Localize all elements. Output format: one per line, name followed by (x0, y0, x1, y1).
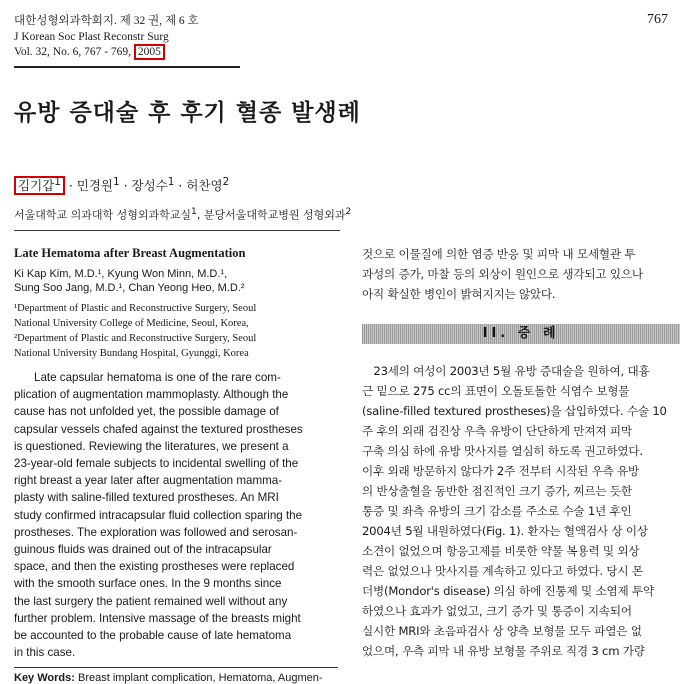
english-authors (14, 267, 338, 295)
english-affil-line-2: National University College of Medicine, Seoul, Korea, (14, 318, 249, 329)
article-title: 유방 증대술 후 후기 혈종 발생례 (14, 100, 361, 126)
english-affil-line-4: National University Bundang Hospital, Gyunggi, Korea (14, 348, 249, 359)
section-heading-bar (362, 324, 680, 344)
case-line: 이후 외래 방문하지 않다가 2주 전부터 시작된 우측 유방 (362, 464, 640, 478)
abstract-line: Late capsular hematoma is one of the rare com- (34, 371, 281, 384)
keywords-label: Key Words: (14, 672, 75, 684)
case-report-text (362, 361, 682, 661)
abstract-line: plasty with saline-filled textured prostheses. An MRI (14, 491, 279, 505)
journal-volume (14, 45, 199, 61)
author-3-sup: 1 (167, 176, 175, 188)
abstract-line: cause has not unfolded yet, the possible damage of (14, 405, 279, 419)
abstract-line: right breast a year later after augmentation mamma- (14, 474, 283, 488)
english-authors-line-1: Ki Kap Kim, M.D.¹, Kyung Won Minn, M.D.¹, (14, 268, 228, 280)
case-line: 의 반상출혈을 동반한 점진적인 크기 증가, 찌르는 듯한 (362, 484, 632, 498)
affiliation-ko (14, 206, 351, 223)
journal-name-en: J Korean Soc Plast Reconstr Surg (14, 30, 169, 43)
section-heading: II. 증 례 (482, 326, 560, 341)
year-highlight: 2005 (134, 44, 165, 60)
case-line: 력은 없었으나 맛사지를 계속하고 있다고 하였다. 당시 몬 (362, 564, 643, 578)
abstract-line: be accounted to the probable cause of late hematoma (14, 629, 292, 643)
english-authors-line-2: Sung Soo Jang, M.D.¹, Chan Yeong Heo, M.D.² (14, 282, 245, 294)
abstract-line: 23-year-old female subjects to incidental swelling of the (14, 457, 299, 471)
section-rule (14, 230, 340, 231)
english-affil-line-3: ²Department of Plastic and Reconstructive Surgery, Seoul (14, 333, 257, 344)
keywords-text: Breast implant complication, Hematoma, Augmen- (74, 672, 323, 684)
author-list (14, 176, 229, 194)
case-line: 23세의 여성이 2003년 5월 유방 증대술을 원하여, 대흉 (362, 364, 650, 378)
abstract-line: plication of augmentation mammoplasty. Although the (14, 388, 289, 402)
case-line: 주 후의 외래 검진상 우측 유방이 단단하게 만져져 피막 (362, 424, 632, 438)
right-intro-text (362, 244, 682, 304)
first-author: 김기갑 (18, 178, 55, 194)
english-title: Late Hematoma after Breast Augmentation (14, 246, 246, 260)
keywords (14, 672, 338, 684)
case-line: 실시한 MRI와 초음파검사 상 양측 보형물 모두 파열은 없 (362, 624, 642, 638)
abstract-line: capsular vessels chafed against the textured prostheses (14, 422, 303, 436)
affiliation-1-sup: 1 (191, 206, 197, 217)
intro-line: 아직 확실한 병인이 밝혀지지는 않았다. (362, 287, 556, 301)
affiliation-2: , 분당서울대학교병원 성형외과 (196, 208, 346, 222)
abstract-line: with the smooth surface ones. In the 9 months since (14, 577, 282, 591)
abstract-line: guinous fluids was drained out of the intracapsular (14, 543, 272, 557)
case-line: (saline-filled textured prostheses)을 삽입하였다. 수술 10 (362, 404, 667, 418)
first-author-highlight (14, 176, 65, 195)
author-2-sup: 1 (113, 176, 120, 188)
author-3: · 장성수 (119, 178, 168, 194)
case-line: 었으며, 우측 피막 내 유방 보형물 주위로 직경 3 cm 가량 (362, 644, 645, 658)
first-author-sup: 1 (54, 176, 61, 188)
abstract-line: in this case. (14, 646, 76, 660)
volume-text: Vol. 32, No. 6, 767 - 769, (14, 46, 132, 58)
keywords-rule (14, 667, 338, 668)
english-abstract-column (14, 246, 338, 684)
case-line: 통증 및 좌측 유방의 크기 감소를 주소로 수술 1년 후인 (362, 504, 632, 518)
english-affiliations (14, 301, 338, 361)
abstract-line: study confirmed intracapsular fluid collection sparing the (14, 508, 303, 522)
author-2: · 민경원 (64, 178, 114, 194)
abstract-line: the last surgery the patient remained well without any (14, 594, 288, 608)
english-affil-line-1: ¹Department of Plastic and Reconstructive Surgery, Seoul (14, 303, 257, 314)
journal-name-ko: 대한성형외과학회지. 제 32 권, 제 6 호 (14, 15, 199, 27)
author-4-sup: 2 (222, 176, 230, 188)
case-line: 더병(Mondor's disease) 의심 하에 진통제 및 소염제 투약 (362, 584, 654, 598)
intro-line: 것으로 이물질에 의한 염증 반응 및 피막 내 모세혈관 투 (362, 247, 636, 261)
abstract-line: further problem. Intensive massage of the breasts might (14, 611, 301, 625)
abstract-line: prostheses. The exploration was followed and serosan- (14, 525, 298, 539)
affiliation-1: 서울대학교 의과대학 성형외과학교실 (14, 208, 192, 222)
case-line: 근 밑으로 275 cc의 표면이 오돌토돌한 식염수 보형물 (362, 384, 630, 398)
header-rule (14, 66, 240, 68)
page-number: 767 (647, 12, 668, 27)
intro-line: 과성의 증가, 마찰 등의 외상이 원인으로 생각되고 있으나 (362, 267, 643, 281)
case-line: 2004년 5월 내원하였다(Fig. 1). 환자는 혈액검사 상 이상 (362, 524, 648, 538)
author-4: · 허찬영 (174, 178, 223, 194)
case-line: 소견이 없었으며 항응고제를 비롯한 약물 복용력 및 외상 (362, 544, 640, 558)
case-line: 하였으나 효과가 없었고, 크기 증가 및 통증이 지속되어 (362, 604, 632, 618)
abstract-line: space, and then the existing prostheses were replaced (14, 560, 295, 574)
abstract-line: is questioned. Reviewing the literatures, we present a (14, 439, 289, 453)
affiliation-2-sup: 2 (345, 206, 352, 217)
journal-citation (14, 14, 199, 61)
case-line: 구축 의심 하에 유방 맛사지를 열심히 하도록 권고하였다. (362, 444, 643, 458)
abstract-body (14, 369, 338, 661)
